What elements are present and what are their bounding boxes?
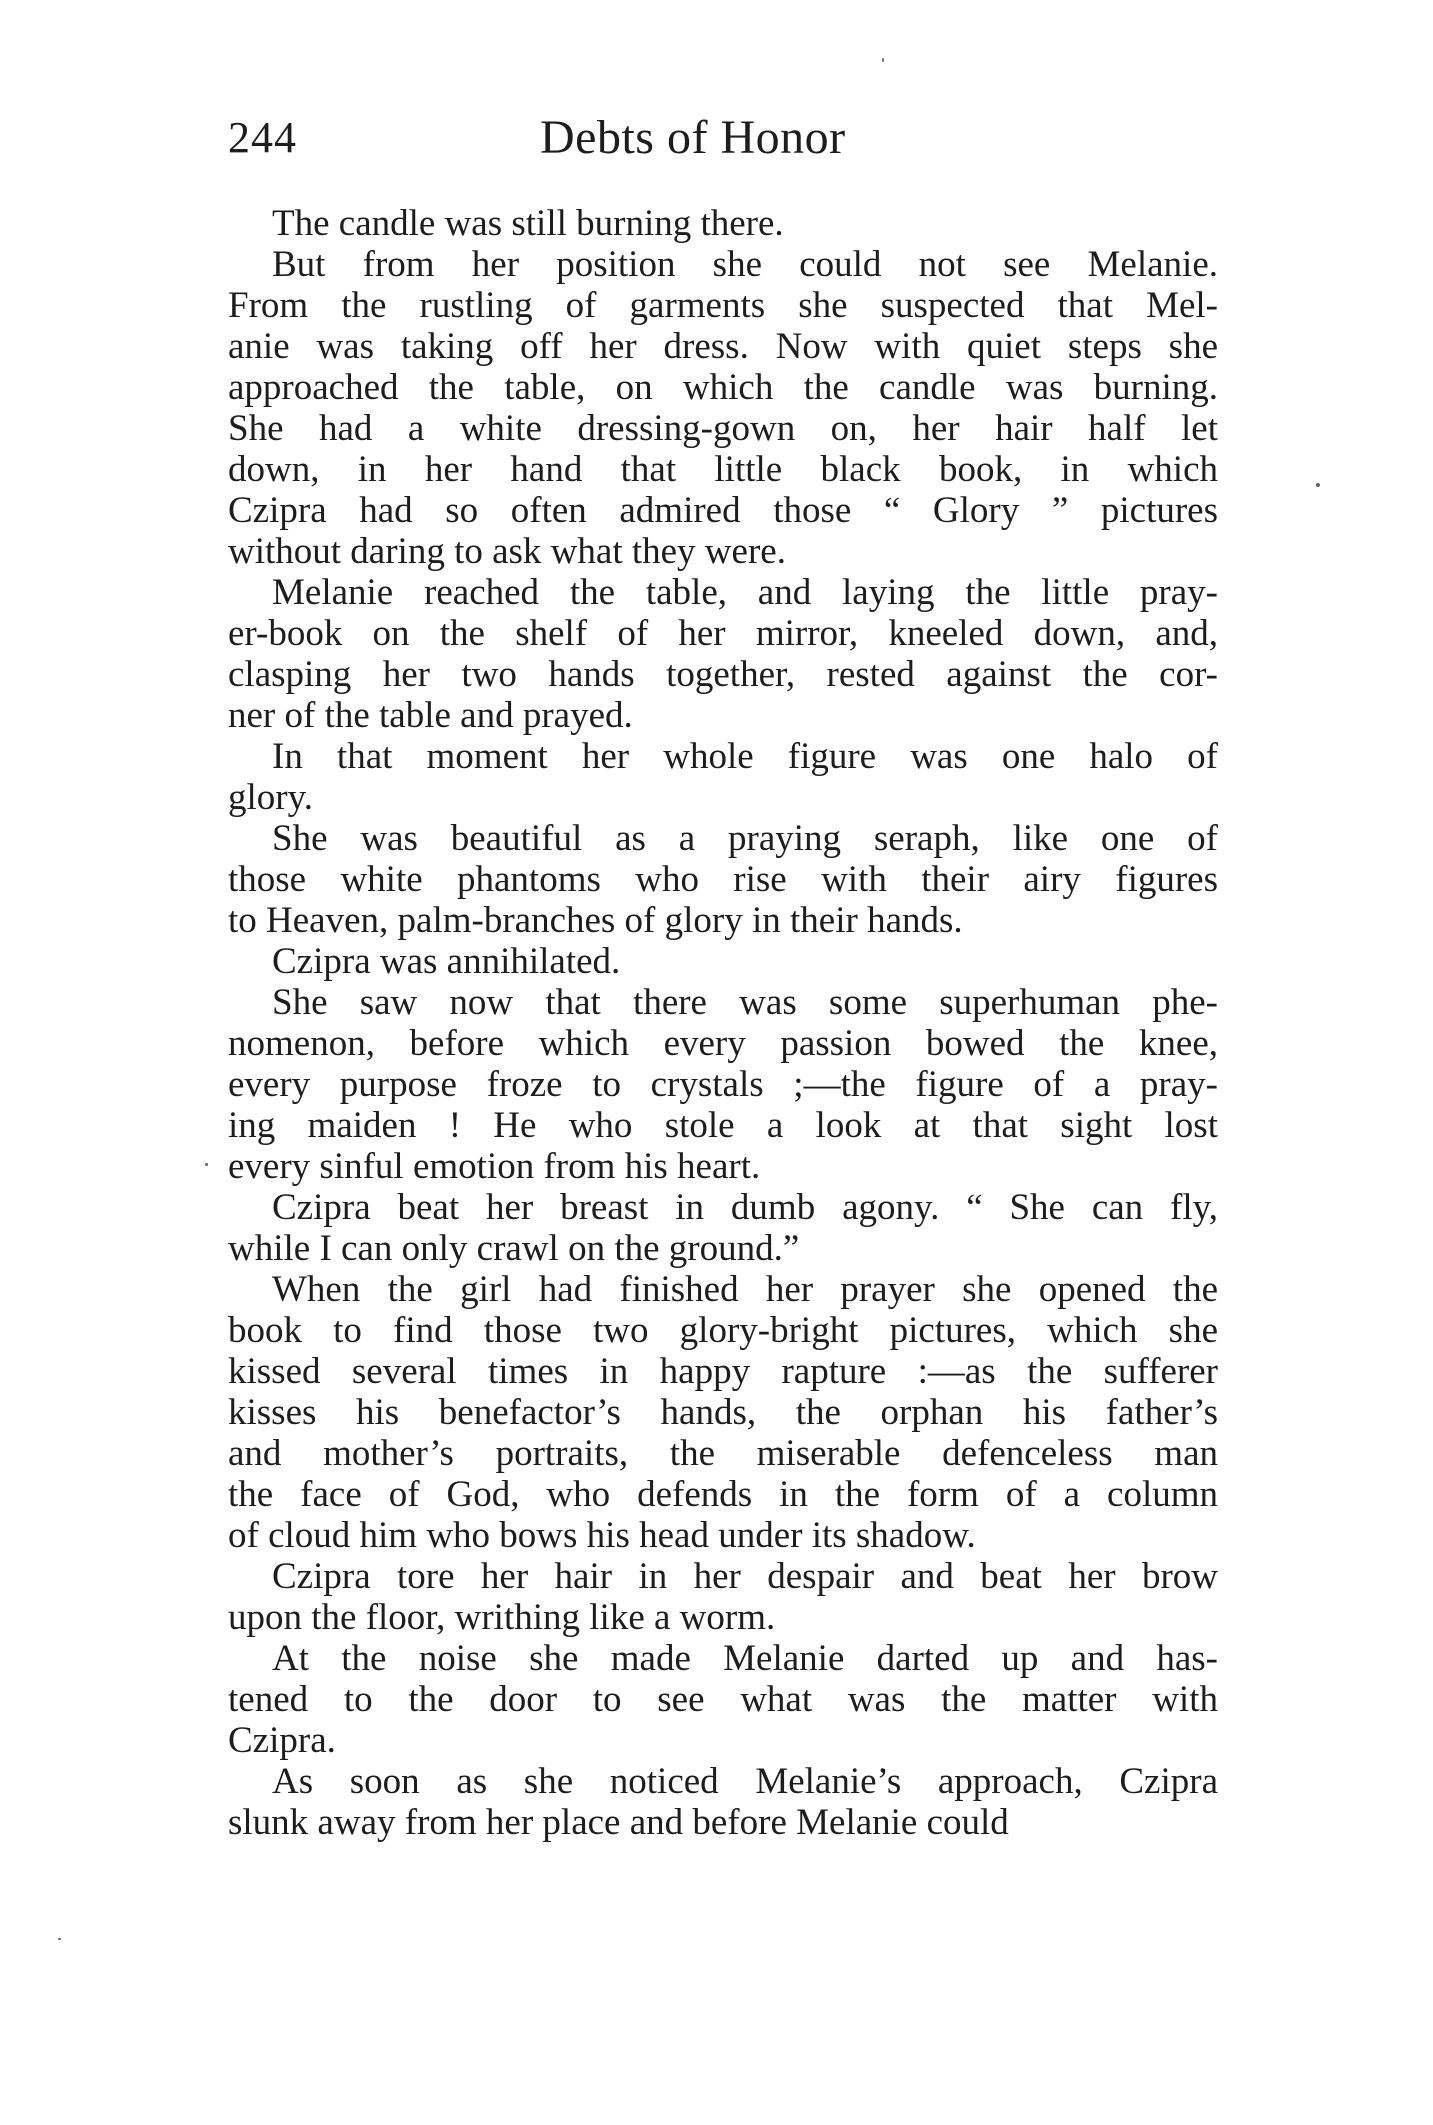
text-line: anie was taking off her dress. Now with quiet steps she <box>228 326 1218 367</box>
text-line: clasping her two hands together, rested against the cor- <box>228 654 1218 695</box>
text-line: book to find those two glory-bright pictures, which she <box>228 1310 1218 1351</box>
text-line: In that moment her whole figure was one halo of <box>272 736 1218 777</box>
text-line: The candle was still burning there. <box>272 203 784 244</box>
text-line: She was beautiful as a praying seraph, like one of <box>272 818 1218 859</box>
paragraph <box>228 941 1218 982</box>
text-line: But from her position she could not see Melanie. <box>272 244 1218 285</box>
text-line: of cloud him who bows his head under its shadow. <box>228 1515 976 1556</box>
text-line: upon the floor, writhing like a worm. <box>228 1597 776 1638</box>
text-line: er-book on the shelf of her mirror, kneeled down, and, <box>228 613 1218 654</box>
text-line: down, in her hand that little black book, in which <box>228 449 1218 490</box>
page-number: 244 <box>228 113 297 162</box>
text-line: every purpose froze to crystals ;—the figure of a pray- <box>228 1064 1218 1105</box>
text-line: Czipra. <box>228 1720 336 1761</box>
text-line: ner of the table and prayed. <box>228 695 633 736</box>
text-line: kissed several times in happy rapture :—as the sufferer <box>228 1351 1218 1392</box>
text-line: without daring to ask what they were. <box>228 531 786 572</box>
text-line: She saw now that there was some superhuman phe- <box>272 982 1218 1023</box>
text-line: those white phantoms who rise with their airy figures <box>228 859 1218 900</box>
text-line: tened to the door to see what was the matter with <box>228 1679 1218 1720</box>
running-head <box>228 108 1218 168</box>
text-line: When the girl had finished her prayer she opened the <box>272 1269 1218 1310</box>
paragraph <box>228 203 1218 244</box>
text-line: nomenon, before which every passion bowed the knee, <box>228 1023 1218 1064</box>
text-line: Czipra tore her hair in her despair and beat her brow <box>272 1556 1218 1597</box>
paragraph <box>228 982 1218 1187</box>
text-line: approached the table, on which the candle was burning. <box>228 367 1218 408</box>
text-line: while I can only crawl on the ground.” <box>228 1228 800 1269</box>
text-line: Czipra beat her breast in dumb agony. “ She can fly, <box>272 1187 1218 1228</box>
print-speck <box>882 58 884 62</box>
running-title: Debts of Honor <box>540 111 846 164</box>
print-speck <box>1316 483 1320 487</box>
text-line: From the rustling of garments she suspected that Mel- <box>228 285 1218 326</box>
paragraph <box>228 818 1218 941</box>
print-speck <box>58 1938 61 1940</box>
paragraph <box>228 1187 1218 1269</box>
text-line: ing maiden ! He who stole a look at that sight lost <box>228 1105 1218 1146</box>
text-line: slunk away from her place and before Melanie could <box>228 1802 1009 1843</box>
text-line: every sinful emotion from his heart. <box>228 1146 761 1187</box>
paragraph <box>228 1761 1218 1843</box>
text-line: the face of God, who defends in the form of a column <box>228 1474 1218 1515</box>
print-speck <box>205 1163 208 1166</box>
paragraph <box>228 572 1218 736</box>
paragraph <box>228 736 1218 818</box>
paragraph <box>228 1269 1218 1556</box>
text-line: Czipra had so often admired those “ Glory ” pictures <box>228 490 1218 531</box>
text-line: and mother’s portraits, the miserable defenceless man <box>228 1433 1218 1474</box>
paragraph <box>228 1638 1218 1761</box>
text-line: glory. <box>228 777 313 818</box>
text-line: At the noise she made Melanie darted up and has- <box>272 1638 1218 1679</box>
text-line: kisses his benefactor’s hands, the orphan his father’s <box>228 1392 1218 1433</box>
text-line: She had a white dressing-gown on, her hair half let <box>228 408 1218 449</box>
text-line: Melanie reached the table, and laying the little pray- <box>272 572 1218 613</box>
text-line: As soon as she noticed Melanie’s approach, Czipra <box>272 1761 1218 1802</box>
paragraph <box>228 1556 1218 1638</box>
text-line: to Heaven, palm-branches of glory in their hands. <box>228 900 963 941</box>
body-text <box>228 203 1218 1843</box>
paragraph <box>228 244 1218 572</box>
text-line: Czipra was annihilated. <box>272 941 621 982</box>
